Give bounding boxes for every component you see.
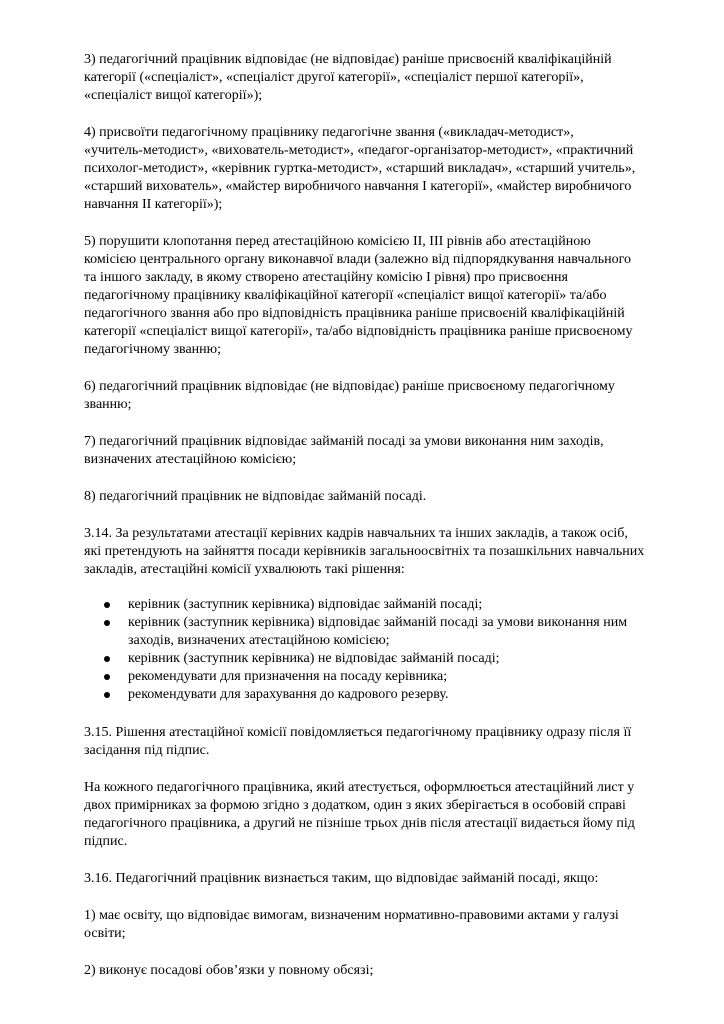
text-line: 1) має освіту, що відповідає вимогам, визначеним нормативно-правовими актами у галузі [84, 908, 619, 923]
paragraph-condition-1 [84, 907, 654, 943]
text-line: закладів, атестаційні комісії ухвалюють такі рішення: [84, 562, 405, 577]
paragraph-item-7 [84, 433, 654, 469]
text-line: 6) педагогічний працівник відповідає (не відповідає) раніше присвоєному педагогічному [84, 379, 615, 394]
text-line: 3.14. За результатами атестації керівних кадрів навчальних та інших закладів, а також осіб, [84, 526, 628, 541]
text-line: 7) педагогічний працівник відповідає займаній посаді за умови виконання ним заходів, [84, 434, 604, 449]
text-line: рекомендувати для зарахування до кадрового резерву. [128, 687, 449, 702]
paragraph-item-6 [84, 378, 654, 414]
text-line: навчання II категорії»); [84, 197, 223, 212]
paragraph-section-3-16 [84, 870, 654, 888]
text-line: керівник (заступник керівника) відповідає займаній посаді за умови виконання ним [128, 615, 628, 630]
text-line: комісією центрального органу виконавчої влади (залежно від підпорядкування навчального [84, 252, 631, 267]
text-line: «спеціаліст вищої категорії»); [84, 88, 263, 103]
paragraph-item-5 [84, 233, 654, 359]
document-body [84, 51, 654, 999]
paragraph-condition-2 [84, 962, 654, 980]
text-line: 3) педагогічний працівник відповідає (не відповідає) раніше присвоєній кваліфікаційній [84, 52, 612, 67]
text-line: педагогічного працівника, а другий не пізніше трьох днів після атестації видається йому під [84, 816, 635, 831]
decision-bullet-list [84, 596, 654, 704]
text-line: педагогічному працівнику кваліфікаційної категорії «спеціаліст вищої категорії» та/або [84, 288, 607, 303]
bullet-item [84, 686, 654, 704]
text-line: 8) педагогічний працівник не відповідає займаній посаді. [84, 489, 427, 504]
text-line: 5) порушити клопотання перед атестаційною комісією II, III рівнів або атестаційною [84, 234, 591, 249]
text-line: 3.16. Педагогічний працівник визнається таким, що відповідає займаній посаді, якщо: [84, 871, 599, 886]
bullet-dot-icon [104, 620, 110, 626]
text-line: 3.15. Рішення атестаційної комісії повідомляється педагогічному працівнику одразу після її [84, 725, 632, 740]
bullet-item [84, 668, 654, 686]
text-line: «учитель-методист», «вихователь-методист», «педагог-організатор-методист», «практичний [84, 143, 634, 158]
text-line: педагогічному званню; [84, 342, 222, 357]
paragraph-item-4 [84, 124, 654, 214]
text-line: та іншого закладу, в якому створено атестаційну комісію I рівня) про присвоєння [84, 270, 568, 285]
bullet-dot-icon [104, 656, 110, 662]
paragraph-item-3 [84, 51, 654, 105]
bullet-item [84, 650, 654, 668]
paragraph-section-3-14 [84, 525, 654, 579]
paragraph-attestation-sheet [84, 779, 654, 851]
text-line: визначених атестаційною комісією; [84, 452, 297, 467]
text-line: освіти; [84, 926, 126, 941]
text-line: рекомендувати для призначення на посаду керівника; [128, 669, 448, 684]
text-line: На кожного педагогічного працівника, який атестується, оформлюється атестаційний лист у [84, 780, 635, 795]
text-line: засідання під підпис. [84, 743, 210, 758]
text-line: званню; [84, 397, 132, 412]
bullet-dot-icon [104, 602, 110, 608]
text-line: двох примірниках за формою згідно з додатком, один з яких зберігається в особовій справі [84, 798, 626, 813]
bullet-dot-icon [104, 692, 110, 698]
bullet-item [84, 614, 654, 650]
bullet-item [84, 596, 654, 614]
text-line: які претендують на зайняття посади керівників загальноосвітніх та позашкільних навчальних [84, 544, 645, 559]
text-line: категорії «спеціаліст вищої категорії», та/або відповідність працівника раніше присвоєному [84, 324, 633, 339]
text-line: психолог-методист», «керівник гуртка-методист», «старший викладач», «старший учитель», [84, 161, 636, 176]
paragraph-item-8 [84, 488, 654, 506]
text-line: 2) виконує посадові обов’язки у повному обсязі; [84, 963, 374, 978]
bullet-dot-icon [104, 674, 110, 680]
paragraph-section-3-15 [84, 724, 654, 760]
text-line: заходів, визначених атестаційною комісією; [128, 633, 390, 648]
text-line: педагогічного звання або про відповідність працівника раніше присвоєній кваліфікаційній [84, 306, 625, 321]
text-line: керівник (заступник керівника) відповідає займаній посаді; [128, 597, 483, 612]
text-line: «старший вихователь», «майстер виробничого навчання I категорії», «майстер виробничого [84, 179, 632, 194]
text-line: категорії («спеціаліст», «спеціаліст другої категорії», «спеціаліст першої категорії», [84, 70, 584, 85]
text-line: підпис. [84, 834, 128, 849]
text-line: керівник (заступник керівника) не відповідає займаній посаді; [128, 651, 500, 666]
text-line: 4) присвоїти педагогічному працівнику педагогічне звання («викладач-методист», [84, 125, 574, 140]
